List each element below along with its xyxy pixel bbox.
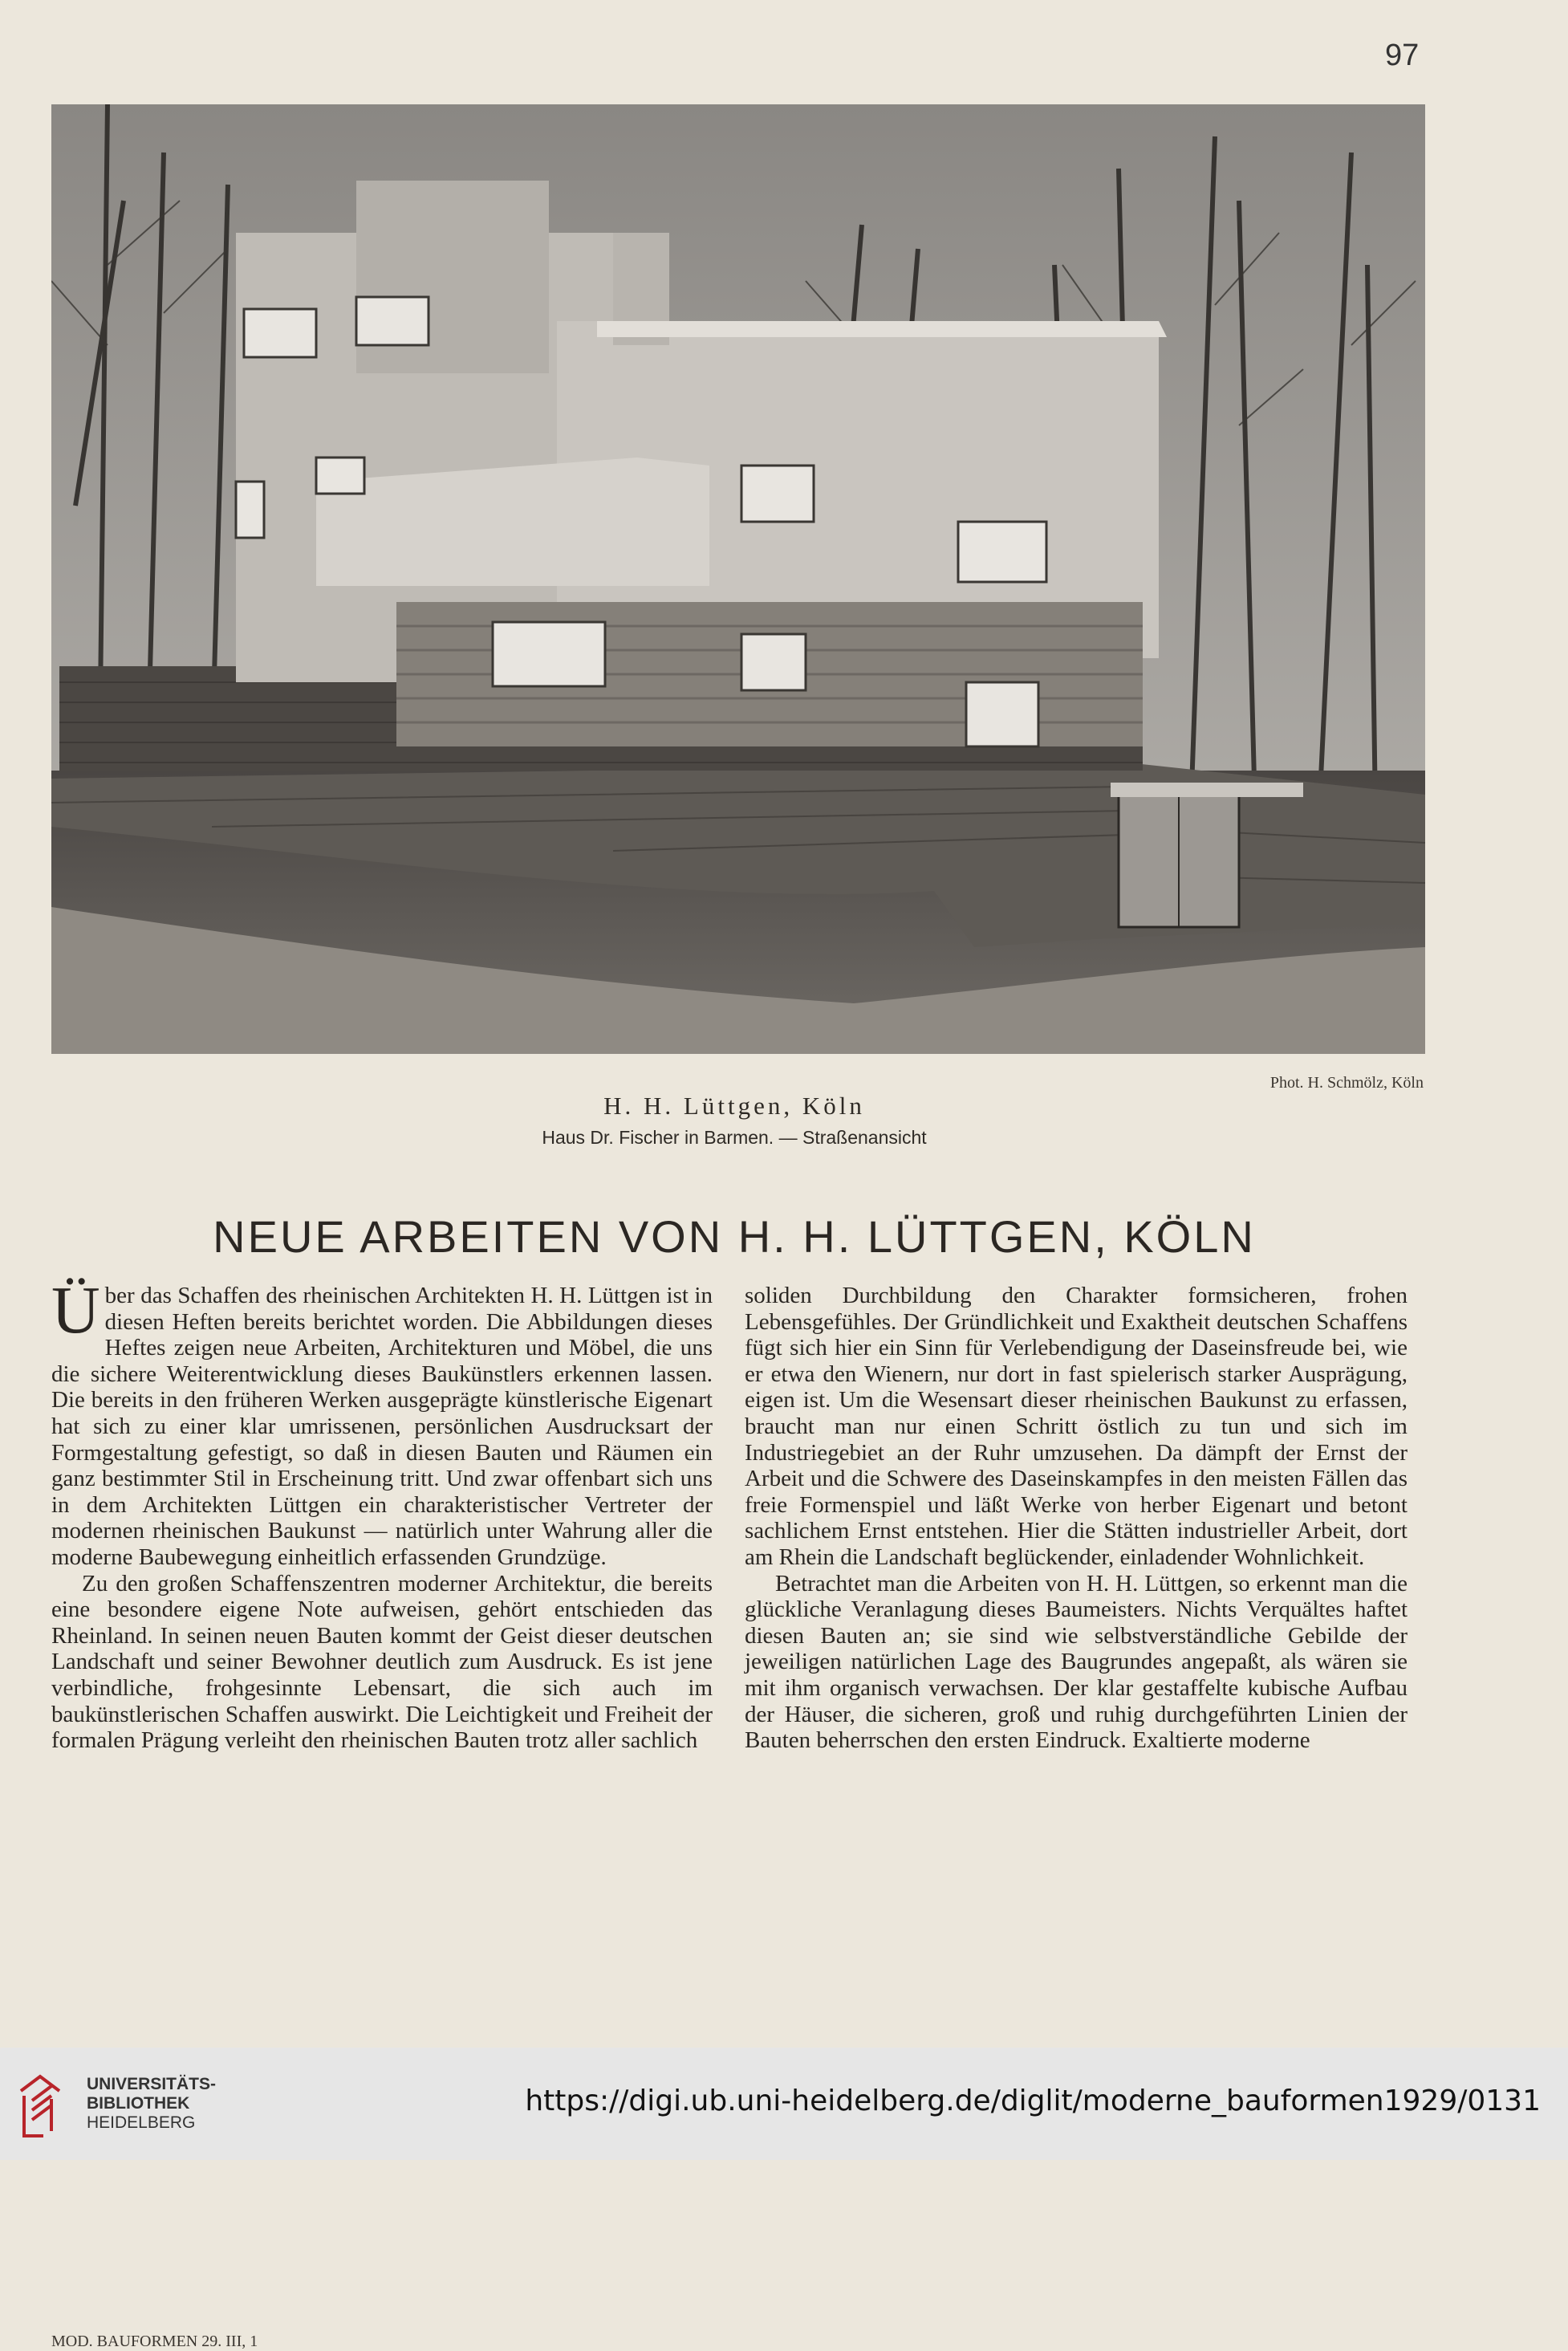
photo-caption-subtitle: Haus Dr. Fischer in Barmen. — Straßenansicht xyxy=(542,1127,927,1148)
library-name xyxy=(87,2075,216,2133)
photo-caption-title: H. H. Lüttgen, Köln xyxy=(603,1092,865,1120)
right-paragraph-2: Betrachtet man die Arbeiten von H. H. Lüttgen, so erkennt man die glückliche Veranlagung dieses Baumeisters. Nichts Verquältes haftet diesen Bauten an; sie sind wie selbstverständliche Gebilde der jeweiligen natürlichen Lage des Baugrundes angepaßt, als wären sie mit ihm organisch verwachsen. Der klar gestaffelte kubische Aufbau der Häuser, die sicheren, groß und ruhig durchgeführten Linien der Bauten beherrschen den ersten Eindruck. Exaltierte moderne xyxy=(745,1570,1408,1754)
university-library-logo-icon[interactable] xyxy=(16,2067,64,2144)
left-paragraph-1-text: ber das Schaffen des rheinischen Architekten H. H. Lüttgen ist in diesen Heften bereits berichtet worden. Die Abbildungen dieses Heftes zeigen neue Arbeiten, Architekturen und Möbel, die uns die sichere Weiterentwicklung dieses Baukünstlers erkennen lassen. Die bereits in den früheren Werken ausgeprägte künstlerische Eigenart hat sich zu einer klar umrissenen, persönlichen Ausdrucksart der Formgestaltung gefestigt, so daß in diesen Bauten und Räumen ein ganz bestimmter Stil in Erscheinung tritt. Und zwar offenbart sich uns in dem Architekten Lüttgen ein charakteristischer Vertreter der modernen rheinischen Baukunst — natürlich unter Wahrung aller die moderne Baubewegung einheitlich erfassenden Grundzüge. xyxy=(51,1283,713,1570)
house-photo xyxy=(51,104,1425,1054)
library-line-3: HEIDELBERG xyxy=(87,2113,196,2132)
house-photo-icon xyxy=(51,104,1425,1054)
left-paragraph-1 xyxy=(51,1273,713,1571)
left-paragraph-2: Zu den großen Schaffenszentren moderner Architektur, die bereits eine besondere eigene Note aufweisen, gehört entschieden das Rheinland. In seinen neuen Bauten kommt der Geist dieser deutschen Landschaft und seiner Bewohner deutlich zum Ausdruck. Es ist jene verbindliche, frohgesinnte Lebensart, die sich auch im baukünstlerischen Schaffen auswirkt. Die Leichtigkeit und Freiheit der formalen Prägung verleiht den rheinischen Bauten trotz aller sachlich xyxy=(51,1570,713,1754)
source-url-link[interactable]: https://digi.ub.uni-heidelberg.de/diglit/moderne_bauformen1929/0131 xyxy=(525,2085,1541,2117)
article-title: NEUE ARBEITEN VON H. H. LÜTTGEN, KÖLN xyxy=(213,1211,1256,1262)
dropcap-letter: Ü xyxy=(51,1273,100,1348)
article-column-right xyxy=(745,1283,1408,1754)
page-number: 97 xyxy=(1385,39,1420,72)
footer-bar xyxy=(0,2048,1568,2160)
right-paragraph-1: soliden Durchbildung den Charakter formsicheren, frohen Lebensgefühles. Der Gründlichkeit und Exaktheit deutschen Schaffens fügt sich hier ein Sinn für Verlebendigung der Daseinsfreude bei, wie er etwa den Wienern, nur dort in fast spielerisch starker Ausprägung, eigen ist. Um die Wesensart dieser rheinischen Baukunst zu erfassen, braucht man nur einen Schritt östlich zu tun und sich im Industriegebiet an der Ruhr umzusehen. Da dämpft der Ernst der Arbeit und die Schwere des Daseinskampfes in den meisten Fällen das freie Formenspiel und läßt Werke von herber Eigenart und betont sachlichem Ernst entstehen. Hier die Stätten industrieller Arbeit, dort am Rhein die Landschaft beglückender, einladender Wohnlichkeit. xyxy=(745,1283,1408,1570)
library-line-1: UNIVERSITÄTS- xyxy=(87,2075,217,2093)
journal-reference: MOD. BAUFORMEN 29. III, 1 xyxy=(51,2333,258,2350)
article-column-left xyxy=(51,1273,713,1754)
library-line-2: BIBLIOTHEK xyxy=(87,2094,190,2113)
photo-credit: Phot. H. Schmölz, Köln xyxy=(1269,1074,1424,1092)
